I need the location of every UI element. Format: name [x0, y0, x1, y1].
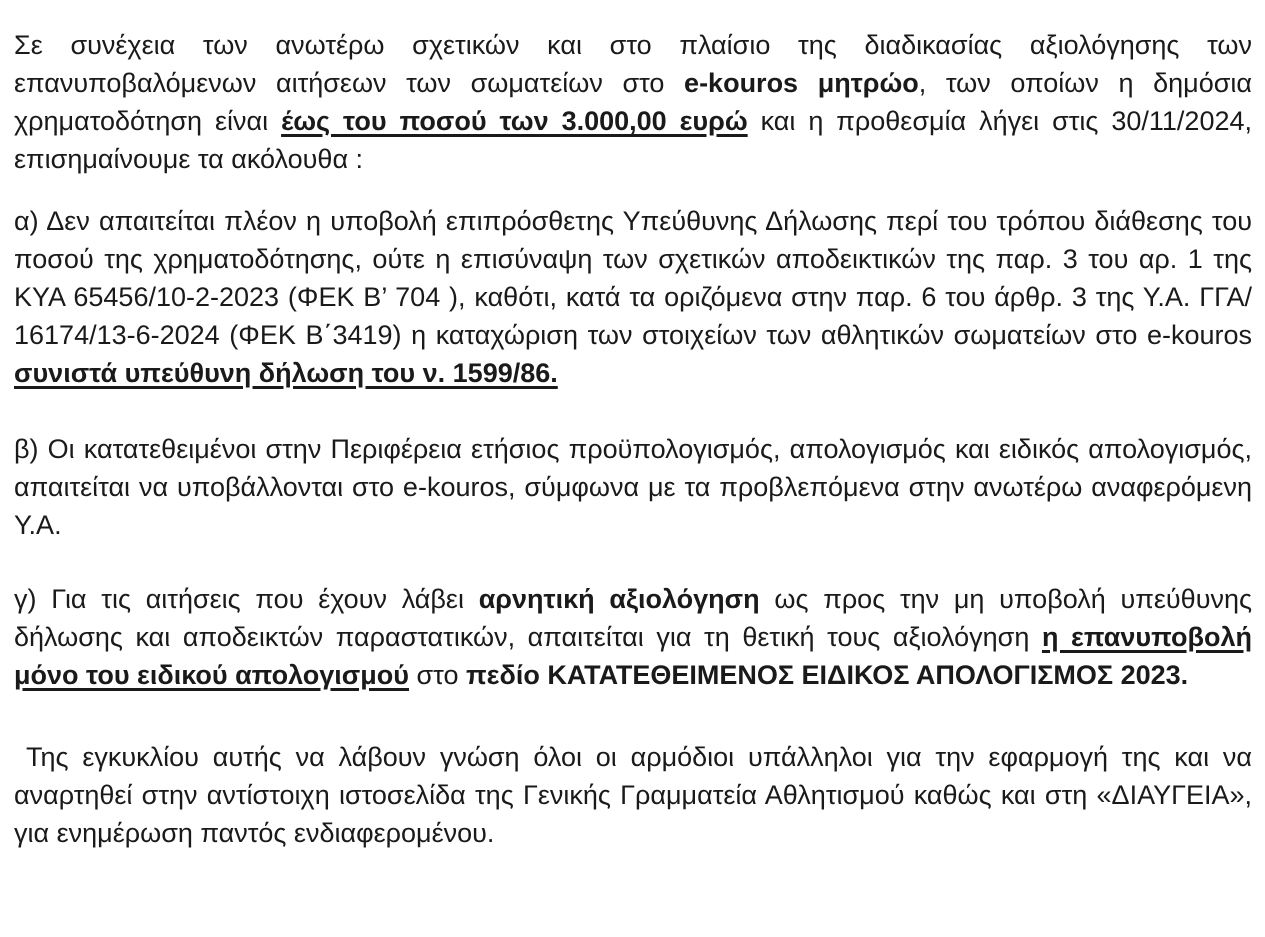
text-run-bold-underline: συνιστά υπεύθυνη δήλωση του ν. 1599/86.: [14, 358, 558, 388]
text-run: Σε συνέχεια των ανωτέρω σχετικών και στο πλαίσιο της διαδικασίας αξιολόγησης των επανυποβαλόμενων αιτήσεων των σωματείων στο: [14, 30, 1252, 98]
paragraph-beta: [14, 430, 1252, 544]
text-run: ως προς την μη υποβολή υπεύθυνης δήλωσης και αποδεικτών παραστατικών, απαιτείται για τη θετική τους αξιολόγηση: [14, 584, 1252, 652]
paragraph-alpha: [14, 202, 1252, 392]
text-run: β) Οι κατατεθειμένοι στην Περιφέρεια ετήσιος προϋπολογισμός, απολογισμός και ειδικός απολογισμός, απαιτείται να υποβάλλονται στο e-kouros, σύμφωνα με τα προβλεπόμενα στην ανωτέρω αναφερόμενη Υ.Α.: [14, 434, 1252, 540]
text-run: και η προθεσμία λήγει στις 30/11/2024, επισημαίνουμε τα ακόλουθα :: [14, 106, 1252, 174]
paragraph-intro: [14, 26, 1252, 178]
text-run: Της εγκυκλίου αυτής να λάβουν γνώση όλοι οι αρμόδιοι υπάλληλοι για την εφαρμογή της και να αναρτηθεί στην αντίστοιχη ιστοσελίδα της Γενικής Γραμματεία Αθλητισμού καθώς και στη «ΔΙΑΥΓΕΙΑ», για ενημέρωση παντός ενδιαφερομένου.: [14, 742, 1252, 848]
text-run-bold: πεδίο ΚΑΤΑΤΕΘΕΙΜΕΝΟΣ ΕΙΔΙΚΟΣ ΑΠΟΛΟΓΙΣΜΟΣ 2023.: [465, 660, 1189, 690]
text-run: γ) Για τις αιτήσεις που έχουν λάβει: [14, 584, 479, 614]
text-run: , των οποίων η δημόσια χρηματοδότηση είναι: [14, 68, 1252, 136]
text-run-bold: αρνητική αξιολόγηση: [478, 584, 760, 614]
paragraph-closing: [14, 738, 1252, 852]
paragraph-gamma: [14, 580, 1252, 694]
text-run-bold: e-kouros μητρώο: [684, 68, 919, 98]
text-run-bold-underline: η επανυποβολή μόνο του ειδικού απολογισμού: [14, 622, 1252, 690]
text-run: α) Δεν απαιτείται πλέον η υποβολή επιπρόσθετης Υπεύθυνης Δήλωσης περί του τρόπου διάθεσης του ποσού της χρηματοδότησης, ούτε η επισύναψη των σχετικών αποδεικτικών της παρ. 3 του αρ. 1 της ΚΥΑ 65456/10-2-2023 (ΦΕΚ Β’ 704 ), καθότι, κατά τα οριζόμενα στην παρ. 6 του άρθρ. 3 της Υ.Α. ΓΓΑ/ 16174/13-6-2024 (ΦΕΚ Β΄3419) η καταχώριση των στοιχείων των αθλητικών σωματείων στο e-kouros: [14, 206, 1252, 350]
text-run-bold-underline: έως του ποσού των 3.000,00 ευρώ: [281, 106, 748, 136]
text-run: στο: [409, 660, 466, 690]
